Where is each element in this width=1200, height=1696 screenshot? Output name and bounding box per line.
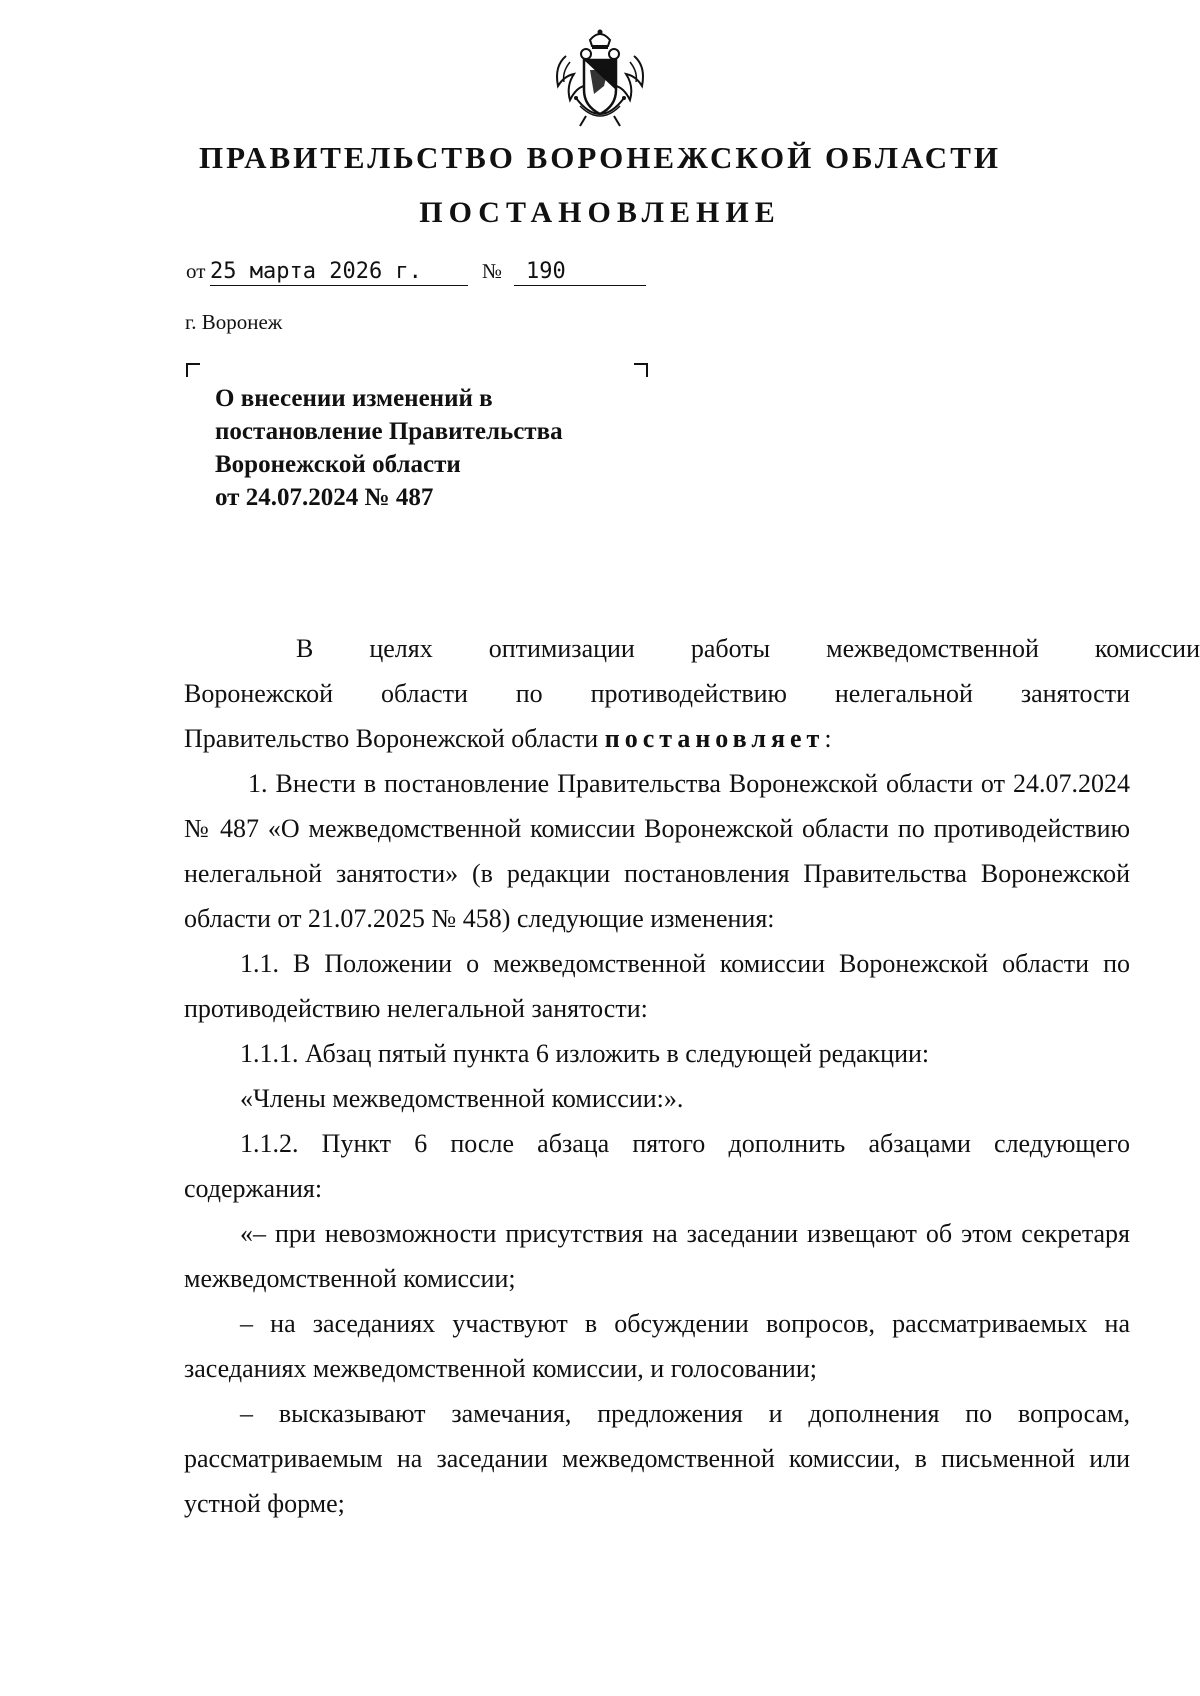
- subject-corner-left: [186, 363, 200, 377]
- paragraph-1: 1. Внести в постановление Правительства Воронежской области от 24.07.2024 № 487 «О межведомственной комиссии Воронежской области по противодействию нелегальной занятости» (в редакции постановления Правительства Воронежской области от 21.07.2025 № 458) следующие изменения:: [184, 769, 1130, 933]
- preamble-line: [184, 671, 1130, 716]
- word: Воронежской: [184, 679, 334, 708]
- list-item: «– при невозможности присутствия на заседании извещают об этом секретаря межведомственной комиссии;: [184, 1219, 1130, 1293]
- word: противодействию: [590, 679, 787, 708]
- document-date: 25 марта 2026 г.: [210, 259, 422, 284]
- word: области: [380, 679, 468, 708]
- subject-corner-right: [634, 363, 648, 377]
- paragraph-1-1-1: 1.1.1. Абзац пятый пункта 6 изложить в следующей редакции:: [240, 1039, 930, 1068]
- subject-line: Воронежской области: [215, 451, 461, 478]
- word: нелегальной: [834, 679, 973, 708]
- document-subject: [215, 382, 655, 514]
- organization-title: ПРАВИТЕЛЬСТВО ВОРОНЕЖСКОЙ ОБЛАСТИ: [199, 140, 1001, 175]
- preamble-colon: :: [824, 724, 832, 753]
- word: В: [296, 634, 314, 663]
- number-label: №: [482, 259, 503, 283]
- city-name: г. Воронеж: [185, 310, 283, 334]
- preamble-line: [184, 716, 1130, 761]
- number-underline: [514, 285, 646, 287]
- coat-of-arms-icon: [546, 26, 654, 134]
- list-item: – на заседаниях участвуют в обсуждении вопросов, рассматриваемых на заседаниях межведомственной комиссии, и голосовании;: [184, 1309, 1130, 1383]
- paragraph-1-1: 1.1. В Положении о межведомственной комиссии Воронежской области по противодействию нелегальной занятости:: [184, 949, 1130, 1023]
- word: комиссии: [1094, 634, 1200, 663]
- list-item: – высказывают замечания, предложения и дополнения по вопросам, рассматриваемым на заседании межведомственной комиссии, в письменной или устной форме;: [184, 1399, 1130, 1518]
- date-underline: [210, 285, 468, 287]
- date-number-line: [186, 254, 646, 288]
- subject-line: постановление Правительства: [215, 418, 563, 445]
- paragraph-1-1-2: 1.1.2. Пункт 6 после абзаца пятого дополнить абзацами следующего содержания:: [184, 1129, 1130, 1203]
- word: занятости: [1020, 679, 1130, 708]
- word: по: [515, 679, 543, 708]
- quoted-text: «Члены межведомственной комиссии:».: [240, 1084, 684, 1113]
- preamble-line: [184, 626, 1200, 671]
- word: целях: [369, 634, 433, 663]
- word: работы: [690, 634, 771, 663]
- document-number: 190: [526, 259, 566, 284]
- word: оптимизации: [488, 634, 635, 663]
- document-body: [184, 626, 1200, 1526]
- subject-line: О внесении изменений в: [215, 385, 493, 412]
- from-label: от: [186, 259, 206, 283]
- subject-line: от 24.07.2024 № 487: [215, 484, 434, 511]
- document-type: ПОСТАНОВЛЕНИЕ: [419, 196, 781, 229]
- preamble-text: Правительство Воронежской области: [184, 724, 605, 753]
- decree-word: постановляет: [604, 724, 825, 753]
- word: межведомственной: [826, 634, 1039, 663]
